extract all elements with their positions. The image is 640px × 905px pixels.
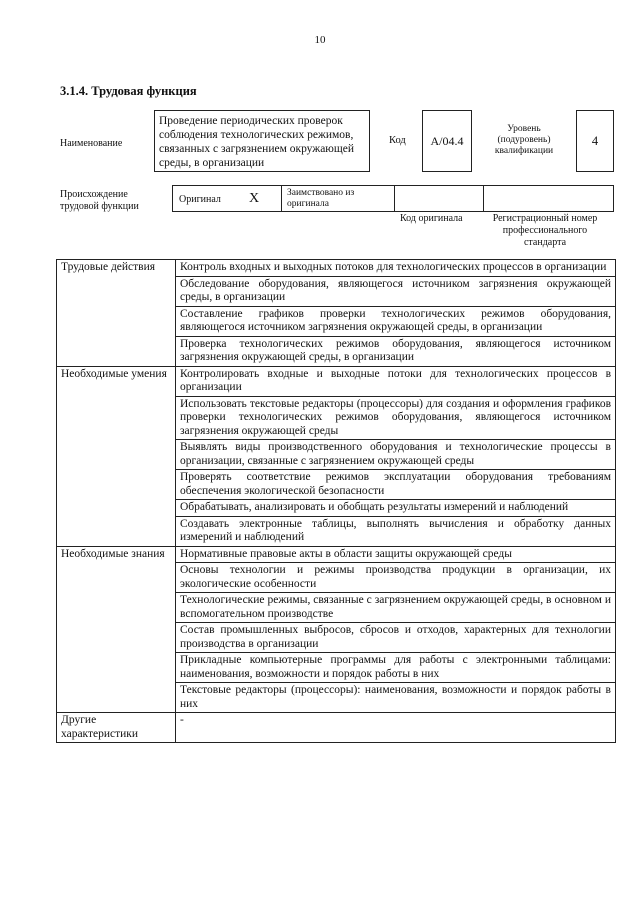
borrowed-label: Заимствовано из оригинала bbox=[287, 188, 355, 209]
item-cell: Создавать электронные таблицы, выполнять вычисления и обработку данных измерений и наблюдений bbox=[176, 516, 616, 546]
origin-divider-2 bbox=[394, 185, 395, 212]
section-title: 3.1.4. Трудовая функция bbox=[60, 84, 197, 98]
code-label: Код bbox=[389, 135, 406, 146]
code-value: A/04.4 bbox=[430, 133, 464, 148]
item-cell: Выявлять виды производственного оборудования и технологические процессы в организации, связанные с загрязнением окружающей среды bbox=[176, 440, 616, 470]
category-cell: Другие характеристики bbox=[57, 713, 176, 743]
reg-number-caption: Регистрационный номер профессионального стандарта bbox=[492, 213, 598, 248]
item-cell: Контроль входных и выходных потоков для технологических процессов в организации bbox=[176, 260, 616, 277]
table-row bbox=[57, 546, 616, 563]
name-label: Наименование bbox=[60, 138, 123, 149]
code-original-caption: Код оригинала bbox=[400, 213, 463, 224]
category-cell: Необходимые знания bbox=[57, 546, 176, 713]
origin-divider-3 bbox=[483, 185, 484, 212]
item-cell: Обрабатывать, анализировать и обобщать результаты измерений и наблюдений bbox=[176, 500, 616, 517]
table-row bbox=[57, 366, 616, 396]
item-cell: Прикладные компьютерные программы для работы с электронными таблицами: наименования, возможности и порядок работы в них bbox=[176, 653, 616, 683]
table-row bbox=[57, 260, 616, 277]
origin-label: Происхождение трудовой функции bbox=[60, 189, 139, 212]
item-cell: Проверять соответствие режимов эксплуатации оборудования требованиям обеспечения экологической безопасности bbox=[176, 470, 616, 500]
item-cell: Технологические режимы, связанные с загрязнением окружающей среды, в основном и вспомогательном производстве bbox=[176, 593, 616, 623]
code-box bbox=[422, 110, 472, 172]
function-details-table bbox=[56, 259, 616, 743]
item-cell: Основы технологии и режимы производства продукции в организации, их экологические особенности bbox=[176, 563, 616, 593]
origin-box bbox=[172, 185, 614, 212]
item-cell: Нормативные правовые акты в области защиты окружающей среды bbox=[176, 546, 616, 563]
original-label: Оригинал bbox=[179, 194, 221, 205]
level-value: 4 bbox=[591, 133, 599, 148]
category-cell: Трудовые действия bbox=[57, 260, 176, 367]
level-label: Уровень (подуровень) квалификации bbox=[494, 123, 554, 156]
item-cell: Обследование оборудования, являющегося источником загрязнения окружающей среды, в организации bbox=[176, 276, 616, 306]
original-mark: X bbox=[249, 191, 260, 206]
function-name-value: Проведение периодических проверок соблюдения технологических режимов, связанных с загрязнением окружающей среды, в организации bbox=[159, 115, 355, 169]
level-box bbox=[576, 110, 614, 172]
item-cell: Контролировать входные и выходные потоки для технологических процессов в организации bbox=[176, 366, 616, 396]
item-cell: Состав промышленных выбросов, сбросов и отходов, характерных для технологии производства в организации bbox=[176, 623, 616, 653]
table-row bbox=[57, 713, 616, 743]
origin-divider-1 bbox=[281, 185, 282, 212]
category-cell: Необходимые умения bbox=[57, 366, 176, 546]
function-name-box bbox=[154, 110, 370, 172]
item-cell: - bbox=[176, 713, 616, 743]
item-cell: Использовать текстовые редакторы (процессоры) для создания и оформления графиков проверки технологических режимов оборудования, являющегося источником загрязнения окружающей среды bbox=[176, 396, 616, 440]
item-cell: Составление графиков проверки технологических режимов оборудования, являющегося источником загрязнения окружающей среды, в организации bbox=[176, 306, 616, 336]
item-cell: Текстовые редакторы (процессоры): наименования, возможности и порядок работы в них bbox=[176, 683, 616, 713]
page-number: 10 bbox=[314, 34, 326, 46]
item-cell: Проверка технологических режимов оборудования, являющегося источником загрязнения окружающей среды, в организации bbox=[176, 336, 616, 366]
